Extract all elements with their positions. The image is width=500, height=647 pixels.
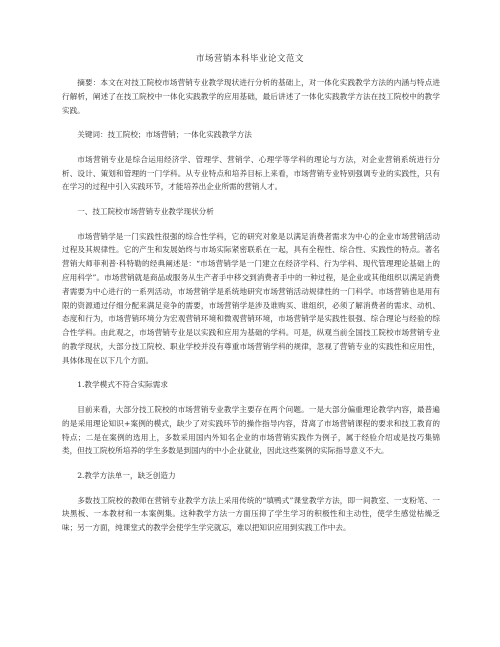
document-body (62, 76, 440, 546)
abstract-paragraph: 摘要：本文在对技工院校市场营销专业教学现状进行分析的基础上，对一体化实践教学方法的内涵与特点进行解析，阐述了在技工院校中一体化实践教学的应用基础，最后讲述了一体化实践教学方法在技工院校中的教学实践。 (62, 78, 440, 115)
document-title: 市场营销本科毕业论文范文 (195, 54, 304, 64)
subsection-heading-2: 2.教学方法单一，缺乏创造力 (77, 470, 176, 480)
section-heading-1: 一、技工院校市场营销专业教学现状分析 (77, 206, 214, 216)
subsection-1-paragraph: 目前来看，大部分技工院校的市场营销专业教学主要存在两个问题。一是大部分偏重理论教学内容，最普遍的是采用理论知识+案例的模式，缺少了对实践环节的操作指导内容，背离了市场营销课程的要求和技工教育的特点；二是在案例的选用上，多数采用国内外知名企业的市场营销实践作为例子，属于经验介绍或是技巧集锦类，但技工院校所培养的学生多数是到国内的中小企业就业，因此这些案例的实际指导意义不大。 (62, 404, 440, 456)
intro-paragraph: 市场营销专业是综合运用经济学、管理学、营销学、心理学等学科的理论与方法，对企业营销系统进行分析、设计、策划和管理的一门学科。从专业特点和培养目标上来看，市场营销专业特别强调专业的实践性，只有在学习的过程中引入实践环节，才能培养出企业所需的营销人才。 (62, 154, 440, 192)
section-1-paragraph: 市场营销学是一门实践性很强的综合性学科，它的研究对象是以满足消费者需求为中心的企业市场营销活动过程及其规律性。它的产生和发展始终与市场实际紧密联系在一起，具有全程性、综合性、实践性的特点。著名营销大师菲利普·科特勒的经典阐述是：“市场营销学是一门建立在经济学科、行为学科、现代管理理论基础上的应用科学”。市场营销就是商品或服务从生产者手中移交到消费者手中的一种过程，是企业或其他组织以满足消费者需要为中心进行的一系列活动，市场营销学是系统地研究市场营销活动规律性的一门科学。市场营销也是用有限的资源通过仔细分配来满足竞争的需要，市场营销学是涉及谁购买、谁组织，必须了解消费者的需求、动机、态度和行为，市场营销环境分为宏观营销环境和微观营销环境，市场营销学是实践性很强、综合理论与经验的综合性学科。由此观之，市场营销专业是以实践和应用为基础的学科。可是，纵观当前全国技工院校市场营销专业的教学现状，大部分技工院校、职业学校并没有尊重市场营销学科的规律，忽视了营销专业的实践性和应用性，具体体现在以下几个方面。 (62, 231, 440, 365)
subsection-heading-1: 1.教学模式不符合实际需求 (77, 380, 168, 390)
subsection-2-paragraph: 多数技工院校的教师在营销专业教学方法上采用传统的“填鸭式”课堂教学方法，即一间教室、一支粉笔、一块黑板、一本教材和一本案例集。这种教学方法一方面压抑了学生学习的积极性和主动性，使学生感觉枯燥乏味；另一方面，纯课堂式的教学会使学生学完就忘，难以把知识应用到实践工作中去。 (62, 495, 440, 533)
keywords-line: 关键词：技工院校；市场营销；一体化实践教学方法 (77, 130, 252, 140)
